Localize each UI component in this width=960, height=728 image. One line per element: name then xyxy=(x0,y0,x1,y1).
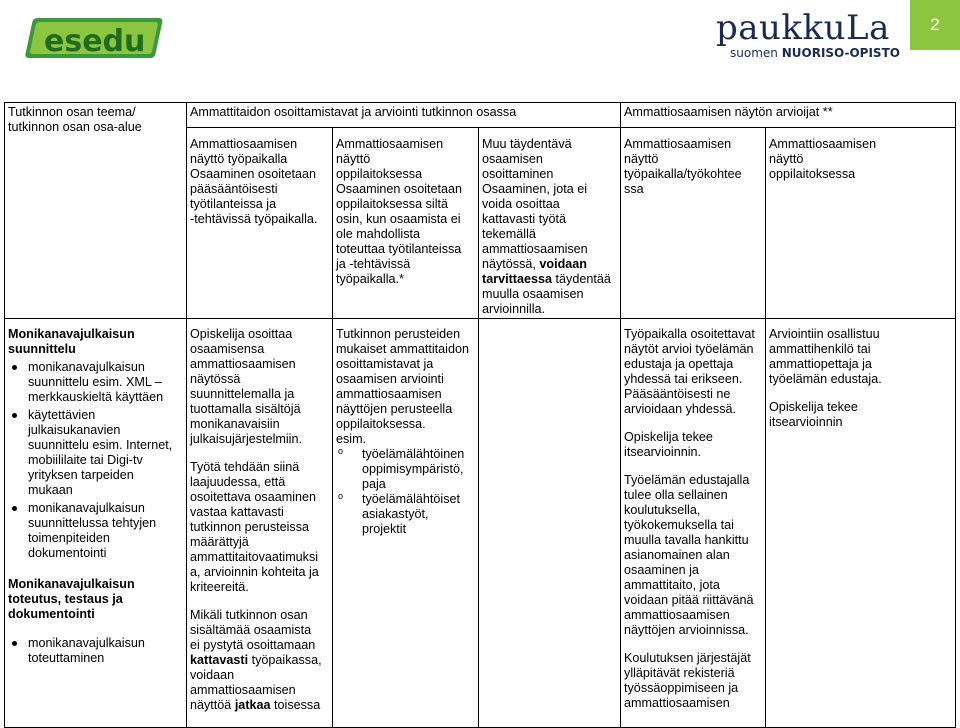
workplace-cell: Opiskelija osoittaa osaamisensa ammattiosaamisen näytössä suunnittelemalla ja tuottamalla sisältöjä monikanavaisiin julkaisujärjestelmiin. Työtä tehdään siinä laajuudessa, että osoitettava osaaminen vastaa kattavasti tutkinnon perusteissa määrättyjä ammattitaitovaatimuksi a, arvioinnin kohteita ja kriteereitä. Mikäli tutkinnon osan sisältämää osaamista ei pystytä osoittamaan kattavasti työpaikassa, voidaan ammattiosaamisen näyttöä jatkaa toisessa xyxy=(187,319,333,728)
list-item: o työelämälähtöinen oppimisympäristö, paja xyxy=(336,447,475,492)
assessment-table xyxy=(4,102,956,728)
school-list xyxy=(336,447,475,537)
subheader-school: Ammattiosaamisen näyttö oppilaitoksessa Osaaminen osoitetaan oppilaitoksessa siltä osin, kun osaamista ei ole mahdollista toteuttaa työtilanteissa ja -tehtävissä työpaikalla.* xyxy=(333,128,479,319)
area1-list xyxy=(8,360,183,561)
col-theme-header: Tutkinnon osan teema/ tutkinnon osan osa-alue xyxy=(5,103,187,319)
col-methods-header: Ammattitaidon osoittamistavat ja arviointi tutkinnon osassa xyxy=(187,103,621,128)
list-item: käytettävien julkaisukanavien suunnittelu esim. Internet, mobiililaite tai Digi-tv yrityksen tarpeiden mukaan xyxy=(8,408,183,498)
paukkula-logo-word: paukkuLa xyxy=(716,8,890,48)
page-number: 2 xyxy=(910,0,960,50)
extra-cell xyxy=(479,319,621,728)
subheader-extra: Muu täydentävä osaamisen osoittaminen Osaaminen, jota ei voida osoittaa kattavasti työtä tekemällä ammattiosaamisen näytössä, voidaan tarvittaessa täydentää muulla osaamisen arvioinnilla. xyxy=(479,128,621,319)
paukkula-logo-sub1: suomen xyxy=(730,46,778,60)
paukkula-logo-sub2: NUORISO-OPISTO xyxy=(781,46,900,60)
list-item: monikanavajulkaisun toteuttaminen xyxy=(8,636,183,666)
eval-school-cell: Arviointiin osallistuu ammattihenkilö tai ammattiopettaja ja työelämän edustaja. Opiskelija tekee itsearvioinnin xyxy=(766,319,956,728)
list-item: monikanavajulkaisun suunnittelu esim. XML – merkkauskieltä käyttäen xyxy=(8,360,183,405)
subheader-eval-school: Ammattiosaamisen näyttö oppilaitoksessa xyxy=(766,128,956,319)
subheader-workplace: Ammattiosaamisen näyttö työpaikalla Osaaminen osoitetaan pääsääntöisesti työtilanteissa ja -tehtävissä työpaikalla. xyxy=(187,128,333,319)
area2-list xyxy=(8,636,183,666)
school-cell: Tutkinnon perusteiden mukaiset ammattitaidon osoittamistavat ja osaamisen arviointi ammattiosaamisen näyttöjen perusteella oppilaitoksessa. esim. o työelämälähtöinen oppimisympäristö, paja o työelämälähtöiset asiakastyöt, projektit xyxy=(333,319,479,728)
esedu-logo xyxy=(24,14,169,62)
area2-title: Monikanavajulkaisun toteutus, testaus ja dokumentointi xyxy=(8,577,135,621)
col-evaluators-header: Ammattiosaamisen näytön arvioijat ** xyxy=(621,103,956,128)
subheader-eval-workplace: Ammattiosaamisen näyttö työpaikalla/työkohtee ssa xyxy=(621,128,766,319)
esedu-logo-text: esedu xyxy=(44,24,146,59)
list-item: o työelämälähtöiset asiakastyöt, projektit xyxy=(336,492,475,537)
list-item: monikanavajulkaisun suunnittelussa tehtyjen toimenpiteiden dokumentointi xyxy=(8,501,183,561)
theme-cell xyxy=(5,319,187,728)
eval-workplace-cell: Työpaikalla osoitettavat näytöt arvioi työelämän edustaja ja opettaja yhdessä tai erikseen. Pääsääntöisesti ne arvioidaan yhdessä. Opiskelija tekee itsearvioinnin. Työelämän edustajalla tulee olla sellainen koulutuksella, työkokemuksella tai muulla tavalla hankittu asianomainen alan osaaminen ja ammattitaito, jota voidaan pitää riittävänä ammattiosaamisen näyttöjen arvioinnissa. Koulutuksen järjestäjät ylläpitävät rekisteriä työssäoppimiseen ja ammattiosaamisen xyxy=(621,319,766,728)
paukkula-logo xyxy=(716,10,900,60)
area1-title: Monikanavajulkaisun suunnittelu xyxy=(8,327,135,356)
work-p3: Mikäli tutkinnon osan sisältämää osaamista ei pystytä osoittamaan kattavasti työpaikassa, voidaan ammattiosaamisen näyttöä jatkaa toisessa xyxy=(190,608,322,712)
